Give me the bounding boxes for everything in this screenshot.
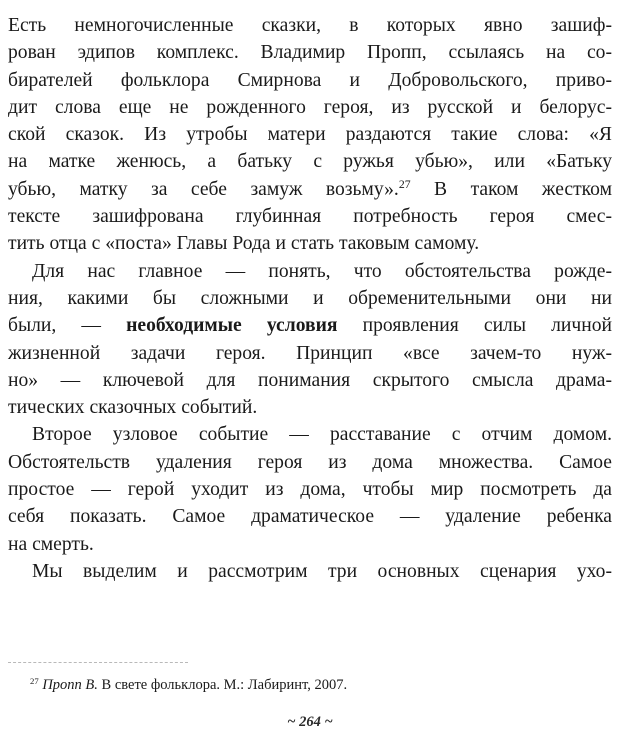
text-line: Для нас главное — понять, что обстоятельства рожде- bbox=[32, 260, 612, 282]
footnote-reference: 27 bbox=[398, 177, 411, 191]
text-line: но» — ключевой для понимания скрытого смысла драма- bbox=[8, 369, 612, 391]
text-segment: В таком жестком bbox=[410, 178, 612, 200]
text-line: ской сказок. Из утробы матери раздаются такие слова: «Я bbox=[8, 124, 612, 146]
footnote-author: Пропп В. bbox=[42, 677, 98, 693]
footnote bbox=[30, 676, 347, 694]
footnote-divider bbox=[8, 662, 188, 663]
text-line: Мы выделим и рассмотрим три основных сценария ухо- bbox=[32, 560, 612, 582]
text-line: на матке женюсь, а батьку с ружья убью», или «Батьку bbox=[8, 151, 612, 173]
bold-emphasis: необходимые условия bbox=[126, 315, 338, 337]
text-line bbox=[8, 176, 612, 203]
text-line: простое — герой уходит из дома, чтобы мир посмотреть да bbox=[8, 479, 612, 501]
text-line: на смерть. bbox=[8, 533, 94, 555]
text-line: себя показать. Самое драматическое — удаление ребенка bbox=[8, 506, 612, 528]
text-segment: проявления силы личной bbox=[337, 315, 612, 337]
text-line: дит слова еще не рожденного героя, из русской и белорус- bbox=[8, 96, 612, 118]
text-line bbox=[8, 312, 612, 339]
text-line: тических сказочных событий. bbox=[8, 397, 258, 419]
page-number: ~ 264 ~ bbox=[287, 714, 333, 730]
text-line: Есть немногочисленные сказки, в которых явно зашиф- bbox=[8, 15, 612, 36]
text-segment: убью, матку за себе замуж возьму». bbox=[8, 178, 399, 200]
text-line: тить отца с «поста» Главы Рода и стать таковым самому. bbox=[8, 233, 480, 255]
footnote-text: В свете фольклора. М.: Лабиринт, 2007. bbox=[97, 677, 348, 693]
text-segment: были, — bbox=[8, 315, 127, 337]
footnote-number: 27 bbox=[30, 675, 39, 686]
text-line: ния, какими бы сложными и обременительными они ни bbox=[8, 287, 612, 309]
text-line: жизненной задачи героя. Принцип «все зачем-то нуж- bbox=[8, 342, 612, 364]
text-line: рован эдипов комплекс. Владимир Пропп, ссылаясь на со- bbox=[8, 42, 612, 64]
text-line: бирателей фольклора Смирнова и Добровольского, приво- bbox=[8, 69, 612, 91]
text-line: Обстоятельств удаления героя из дома множества. Самое bbox=[8, 451, 612, 473]
text-line: Второе узловое событие — расставание с отчим домом. bbox=[32, 424, 612, 446]
text-line: тексте зашифрована глубинная потребность героя смес- bbox=[8, 206, 612, 228]
body-text bbox=[8, 12, 612, 585]
